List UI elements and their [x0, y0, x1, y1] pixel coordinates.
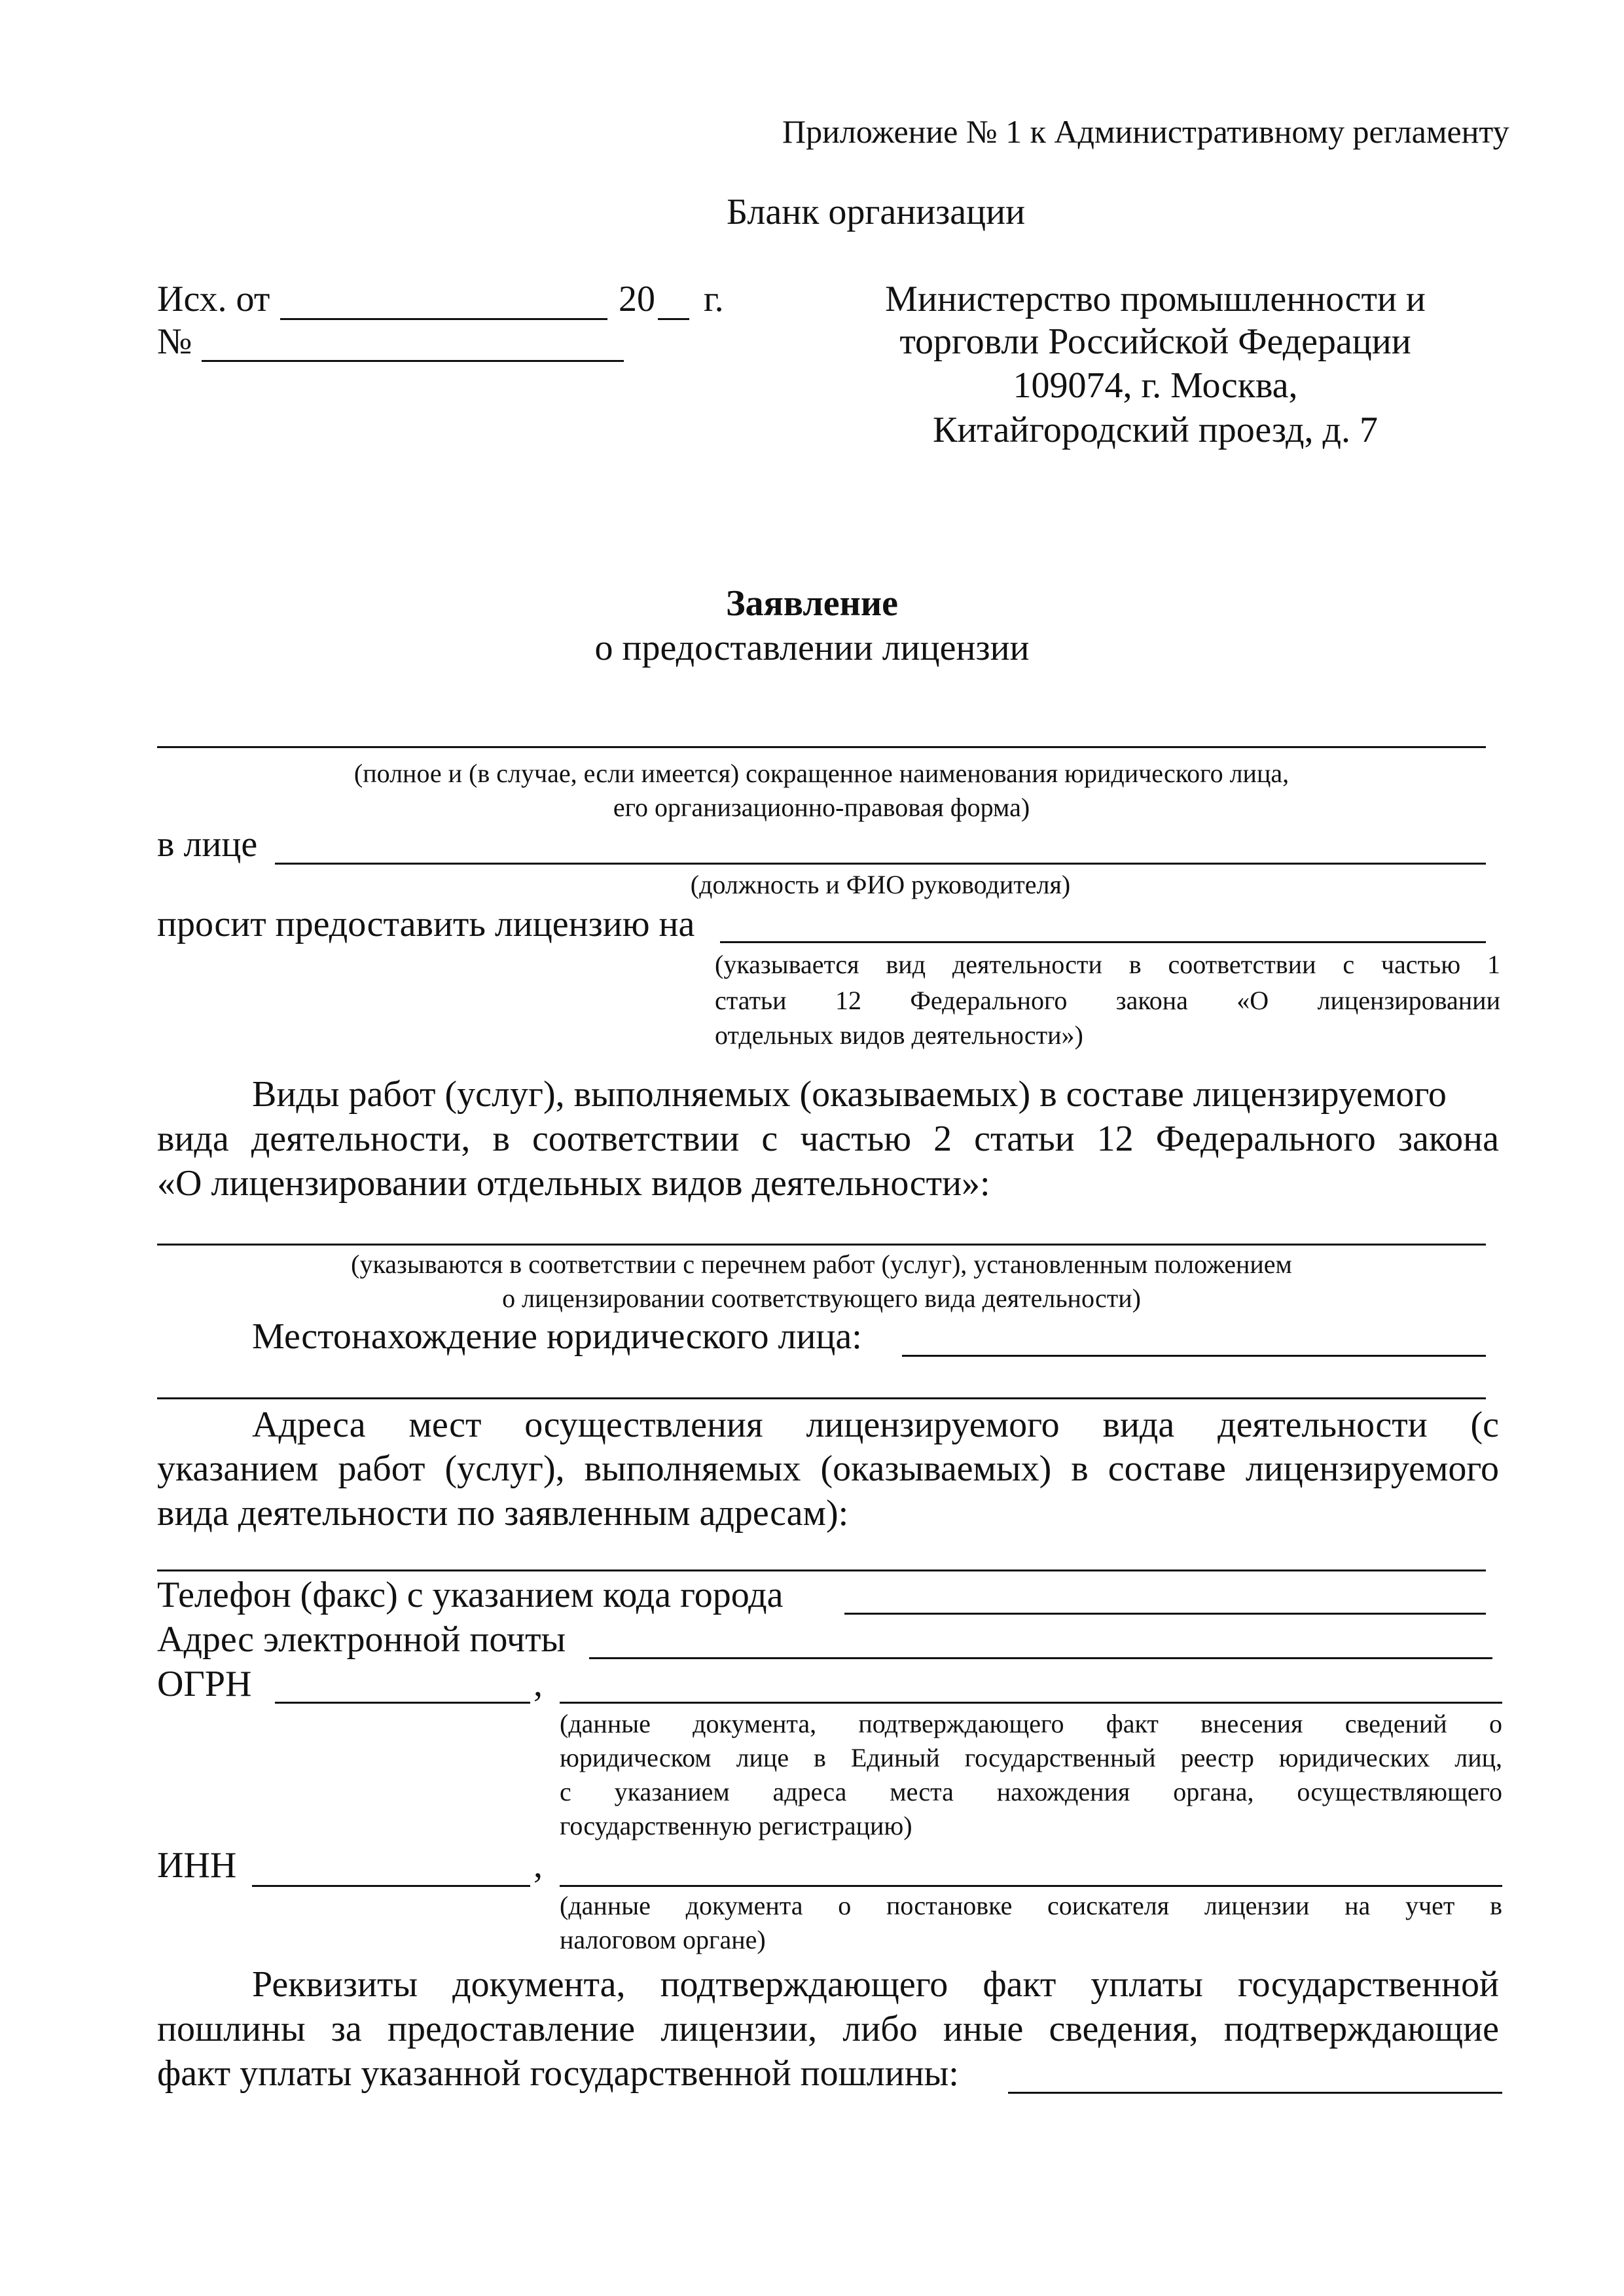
work-types-line1: Виды работ (услуг), выполняемых (оказываемых) в составе лицензируемого — [252, 1074, 1447, 1115]
outgoing-date-field[interactable] — [280, 318, 607, 320]
phone-label: Телефон (факс) с указанием кода города — [157, 1575, 784, 1615]
inn-document-field[interactable] — [560, 1885, 1502, 1887]
inn-field[interactable] — [252, 1885, 530, 1887]
activity-addresses-field[interactable] — [157, 1570, 1486, 1571]
payment-field[interactable] — [1008, 2092, 1502, 2094]
represented-by-label: в лице — [157, 824, 258, 865]
location-field-continued[interactable] — [157, 1397, 1486, 1399]
ogrn-caption-1: (данные документа, подтверждающего факт внесения сведений о — [560, 1709, 1502, 1738]
work-types-caption-2: о лицензировании соответствующего вида деятельности) — [502, 1283, 1141, 1313]
license-activity-caption-1: (указывается вид деятельности в соответствии с частью 1 — [715, 950, 1500, 979]
outgoing-number-field[interactable] — [202, 360, 624, 362]
inn-comma: , — [533, 1845, 543, 1886]
outgoing-date-label: Исх. от — [157, 279, 270, 319]
ogrn-caption-2: юридическом лице в Единый государственный реестр юридических лиц, — [560, 1743, 1502, 1772]
document-subtitle: о предоставлении лицензии — [594, 628, 1030, 668]
payment-line3: факт уплаты указанной государственной пошлины: — [157, 2053, 959, 2094]
ogrn-caption-3: с указанием адреса места нахождения органа, осуществляющего — [560, 1777, 1502, 1806]
outgoing-year-suffix: г. — [704, 279, 724, 319]
outgoing-year-field[interactable] — [658, 318, 689, 320]
request-label: просит предоставить лицензию на — [157, 904, 695, 944]
ogrn-document-field[interactable] — [560, 1702, 1502, 1704]
license-activity-field[interactable] — [720, 941, 1486, 943]
email-field[interactable] — [589, 1657, 1492, 1659]
inn-label: ИНН — [157, 1845, 237, 1886]
license-activity-caption-2: статьи 12 Федерального закона «О лицензировании — [715, 986, 1500, 1015]
appendix-note: Приложение № 1 к Административному регламенту — [782, 113, 1509, 150]
work-types-line2: вида деятельности, в соответствии с частью 2 статьи 12 Федерального закона — [157, 1119, 1499, 1159]
activity-addresses-line1: Адреса мест осуществления лицензируемого вида деятельности (с — [252, 1405, 1499, 1445]
payment-line1: Реквизиты документа, подтверждающего факт уплаты государственной — [252, 1964, 1499, 2005]
ogrn-caption-4: государственную регистрацию) — [560, 1811, 912, 1840]
email-label: Адрес электронной почты — [157, 1619, 566, 1660]
inn-caption-1: (данные документа о постановке соискателя лицензии на учет в — [560, 1891, 1502, 1920]
addressee-line2: торговли Российской Федерации — [899, 321, 1411, 362]
letterhead-placeholder: Бланк организации — [727, 192, 1026, 232]
ogrn-label: ОГРН — [157, 1664, 252, 1704]
document-title: Заявление — [725, 583, 899, 624]
org-name-caption-2: его организационно-правовая форма) — [613, 793, 1030, 822]
inn-caption-2: налоговом органе) — [560, 1925, 766, 1954]
work-types-field[interactable] — [157, 1244, 1486, 1246]
addressee-line3: 109074, г. Москва, — [1013, 365, 1298, 406]
addressee-line4: Китайгородский проезд, д. 7 — [932, 410, 1379, 450]
outgoing-number-label: № — [157, 321, 192, 362]
director-field[interactable] — [275, 863, 1486, 865]
ogrn-comma: , — [533, 1664, 543, 1704]
work-types-caption-1: (указываются в соответствии с перечнем работ (услуг), установленным положением — [351, 1249, 1292, 1279]
activity-addresses-line2: указанием работ (услуг), выполняемых (оказываемых) в составе лицензируемого — [157, 1448, 1499, 1489]
outgoing-year-label: 20 — [619, 279, 655, 319]
phone-field[interactable] — [844, 1613, 1486, 1615]
org-name-caption-1: (полное и (в случае, если имеется) сокращенное наименования юридического лица, — [353, 759, 1290, 788]
license-activity-caption-3: отдельных видов деятельности») — [715, 1020, 1083, 1050]
work-types-line3: «О лицензировании отдельных видов деятельности»: — [157, 1163, 990, 1204]
payment-line2: пошлины за предоставление лицензии, либо иные сведения, подтверждающие — [157, 2009, 1499, 2049]
director-caption: (должность и ФИО руководителя) — [690, 870, 1071, 899]
ogrn-field[interactable] — [275, 1702, 530, 1704]
location-label: Местонахождение юридического лица: — [252, 1316, 862, 1357]
addressee-line1: Министерство промышленности и — [885, 279, 1426, 319]
location-field[interactable] — [902, 1355, 1486, 1357]
activity-addresses-line3: вида деятельности по заявленным адресам): — [157, 1493, 849, 1534]
org-name-field[interactable] — [157, 746, 1486, 748]
